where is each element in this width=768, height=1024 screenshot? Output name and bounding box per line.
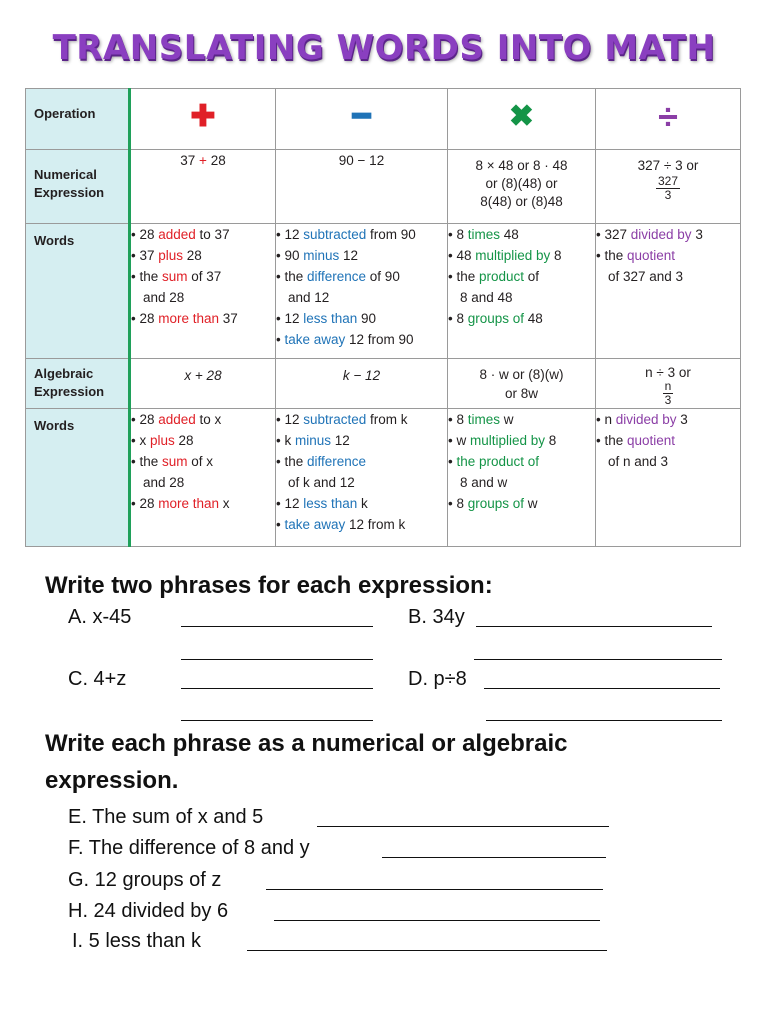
list-item: of n and 3 xyxy=(608,454,669,469)
words-alg-mul xyxy=(448,409,596,547)
answer-b2-field[interactable] xyxy=(474,641,722,660)
question-a: A. x-45 xyxy=(68,606,132,628)
fraction: $\frac{n}{3}$ xyxy=(664,379,672,407)
plus-cell xyxy=(130,89,276,150)
words-alg-div xyxy=(596,409,741,547)
list-item: • the sum of 37 xyxy=(131,269,222,284)
list-item: • 8 groups of w xyxy=(448,496,538,511)
words-sub xyxy=(276,224,448,359)
operation-row xyxy=(26,89,741,150)
list-item: • the difference of 90 xyxy=(276,269,400,284)
question-f: F. The difference of 8 and y xyxy=(68,837,310,859)
list-item: • take away 12 from k xyxy=(276,517,406,532)
row-header-numerical: Numerical Expression xyxy=(26,150,130,224)
list-item: and 12 xyxy=(288,290,330,305)
answer-a1-field[interactable] xyxy=(181,608,373,627)
answer-a2-field[interactable] xyxy=(181,641,373,660)
list-item: • 12 less than k xyxy=(276,496,368,511)
list-item: • the product of xyxy=(448,454,540,469)
words-alg-sub xyxy=(276,409,448,547)
answer-d1-field[interactable] xyxy=(484,670,720,689)
fraction: $\frac{327}{3}$ xyxy=(657,174,679,202)
minus-icon: ━ xyxy=(352,100,371,133)
question-i: I. 5 less than k xyxy=(72,930,201,952)
words-div xyxy=(596,224,741,359)
list-item: • 28 added to x xyxy=(131,412,222,427)
list-item: • n divided by 3 xyxy=(596,412,688,427)
list-item: • the quotient xyxy=(596,433,676,448)
list-item: • 12 subtracted from k xyxy=(276,412,408,427)
list-item: and 28 xyxy=(143,290,185,305)
answer-c1-field[interactable] xyxy=(181,670,373,689)
answer-f-field[interactable] xyxy=(382,839,606,858)
list-item: • the sum of x xyxy=(131,454,214,469)
row-header-words: Words xyxy=(26,224,130,359)
question-g: G. 12 groups of z xyxy=(68,869,222,891)
numerical-div: 327 ÷ 3 or $\frac{327}{3}$ xyxy=(596,150,741,224)
row-header-words-2: Words xyxy=(26,409,130,547)
algebraic-div: n ÷ 3 or $\frac{n}{3}$ xyxy=(596,359,741,409)
divide-icon: ÷ xyxy=(658,96,678,137)
answer-g-field[interactable] xyxy=(266,871,603,890)
question-b: B. 34y xyxy=(408,606,465,628)
algebraic-row xyxy=(26,359,741,409)
list-item: • 8 times 48 xyxy=(448,227,519,242)
section2-heading-line1: Write each phrase as a numerical or algebraic xyxy=(45,730,568,757)
answer-b1-field[interactable] xyxy=(476,608,712,627)
list-item: • 8 groups of 48 xyxy=(448,311,543,326)
row-header-operation: Operation xyxy=(26,89,130,150)
times-cell xyxy=(448,89,596,150)
minus-cell xyxy=(276,89,448,150)
operations-table xyxy=(25,88,741,547)
question-e: E. The sum of x and 5 xyxy=(68,806,264,828)
answer-i-field[interactable] xyxy=(247,932,607,951)
page-title: TRANSLATING WORDS INTO MATH xyxy=(52,28,716,68)
question-h: H. 24 divided by 6 xyxy=(68,900,229,922)
list-item: • 28 more than 37 xyxy=(131,311,238,326)
words-add xyxy=(130,224,276,359)
list-item: of k and 12 xyxy=(288,475,355,490)
list-item: • w multiplied by 8 xyxy=(448,433,557,448)
list-item: • 90 minus 12 xyxy=(276,248,359,263)
list-item: • take away 12 from 90 xyxy=(276,332,414,347)
row-header-algebraic: Algebraic Expression xyxy=(26,359,130,409)
list-item: • 37 plus 28 xyxy=(131,248,202,263)
list-item: • the difference xyxy=(276,454,367,469)
list-item: 8 and w xyxy=(460,475,508,490)
list-item: • 327 divided by 3 xyxy=(596,227,703,242)
list-item: of 327 and 3 xyxy=(608,269,684,284)
list-item: • 28 more than x xyxy=(131,496,230,511)
answer-c2-field[interactable] xyxy=(181,702,373,721)
list-item: • the product of xyxy=(448,269,540,284)
list-item: • the quotient xyxy=(596,248,676,263)
list-item: • 48 multiplied by 8 xyxy=(448,248,562,263)
answer-e-field[interactable] xyxy=(317,808,609,827)
list-item: 8 and 48 xyxy=(460,290,513,305)
question-c: C. 4+z xyxy=(68,668,127,690)
section1-heading: Write two phrases for each expression: xyxy=(45,572,493,599)
list-item: and 28 xyxy=(143,475,185,490)
list-item: • x plus 28 xyxy=(131,433,194,448)
list-item: • 12 subtracted from 90 xyxy=(276,227,416,242)
list-item: • 12 less than 90 xyxy=(276,311,377,326)
divide-cell xyxy=(596,89,741,150)
numerical-mul: 8 × 48 or 8 · 48 or (8)(48) or 8(48) or (8)48 xyxy=(448,150,596,224)
question-d: D. p÷8 xyxy=(408,668,467,690)
words-mul xyxy=(448,224,596,359)
list-item: • 8 times w xyxy=(448,412,514,427)
words-algebraic-row xyxy=(26,409,741,547)
words-alg-add xyxy=(130,409,276,547)
section2-heading-line2: expression. xyxy=(45,767,179,794)
answer-h-field[interactable] xyxy=(274,902,600,921)
algebraic-add: x + 28 xyxy=(130,359,276,409)
plus-icon: ✚ xyxy=(190,100,216,133)
algebraic-mul: 8 · w or (8)(w) or 8w xyxy=(448,359,596,409)
numerical-add: 37 + 28 xyxy=(130,150,276,224)
list-item: • 28 added to 37 xyxy=(131,227,230,242)
times-icon: ✖ xyxy=(508,100,535,133)
algebraic-sub: k − 12 xyxy=(276,359,448,409)
numerical-row xyxy=(26,150,741,224)
words-numeric-row xyxy=(26,224,741,359)
answer-d2-field[interactable] xyxy=(486,702,722,721)
numerical-sub: 90 − 12 xyxy=(276,150,448,224)
list-item: • k minus 12 xyxy=(276,433,350,448)
